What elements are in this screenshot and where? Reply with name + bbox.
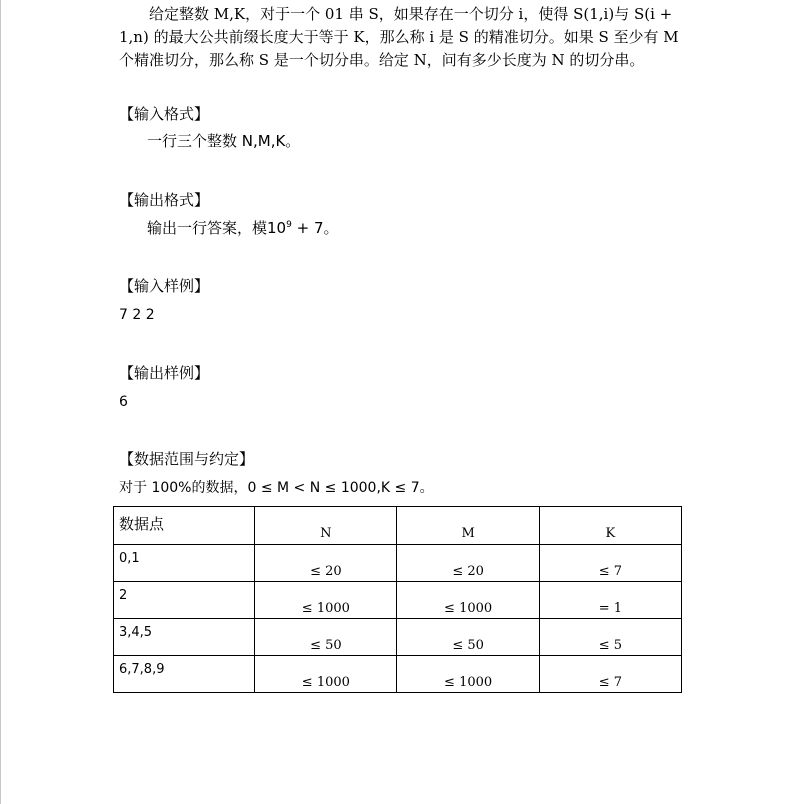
table-cell: 3,4,5 bbox=[119, 625, 153, 640]
table-header-cell: K bbox=[605, 526, 616, 541]
table-header-cell: N bbox=[320, 526, 332, 541]
table-header-cell: M bbox=[461, 526, 475, 541]
table-cell: 0,1 bbox=[119, 551, 140, 566]
output-text-before: 输出一行答案，模 bbox=[147, 219, 268, 237]
page-left-edge bbox=[0, 0, 1, 804]
sample-output-value: 6 bbox=[119, 394, 128, 410]
table-cell: 6,7,8,9 bbox=[119, 662, 165, 677]
output-text-after: + 7。 bbox=[291, 219, 339, 237]
table-cell: ≤ 50 bbox=[310, 638, 342, 653]
table-row bbox=[114, 582, 682, 619]
problem-statement: 给定整数 M,K，对于一个 01 串 S，如果存在一个切分 i，使得 S(1,i)与 S(i + 1,n) 的最大公共前缀长度大于等于 K，那么称 i 是 S 的精准切分。如果 S 至少有 M 个精准切分，那么称 S 是一个切分串。给定 N，问有多少长度为 N 的切分串。 bbox=[119, 5, 679, 69]
table-cell: ≤ 5 bbox=[598, 638, 623, 653]
table-cell: 2 bbox=[119, 588, 128, 603]
table-header-cell: 数据点 bbox=[119, 515, 165, 533]
table-row bbox=[114, 545, 682, 582]
table-cell: ≤ 1000 bbox=[301, 675, 350, 690]
table-cell: ≤ 7 bbox=[598, 564, 623, 579]
table-cell: = 1 bbox=[598, 601, 623, 616]
table-cell: ≤ 7 bbox=[598, 675, 623, 690]
input-format-text: 一行三个整数 N,M,K。 bbox=[147, 132, 301, 150]
modulus-exponent: 9 bbox=[286, 220, 292, 230]
table-cell: ≤ 50 bbox=[452, 638, 484, 653]
constraints-table bbox=[113, 506, 682, 693]
sample-input-heading: 【输入样例】 bbox=[119, 277, 210, 295]
table-cell: ≤ 20 bbox=[310, 564, 342, 579]
constraints-heading: 【数据范围与约定】 bbox=[119, 450, 255, 468]
constraints-text: 对于 100%的数据，0 ≤ M < N ≤ 1000,K ≤ 7。 bbox=[119, 480, 434, 496]
sample-input-value: 7 2 2 bbox=[119, 307, 155, 323]
table-row bbox=[114, 656, 682, 693]
output-format-heading: 【输出格式】 bbox=[119, 191, 210, 209]
table-cell: ≤ 1000 bbox=[301, 601, 350, 616]
table-cell: ≤ 1000 bbox=[444, 675, 493, 690]
table-header-row bbox=[114, 507, 682, 545]
sample-output-heading: 【输出样例】 bbox=[119, 364, 210, 382]
input-format-heading: 【输入格式】 bbox=[119, 105, 210, 123]
table-row bbox=[114, 619, 682, 656]
table-cell: ≤ 1000 bbox=[444, 601, 493, 616]
output-format-text bbox=[147, 218, 339, 238]
table-cell: ≤ 20 bbox=[452, 564, 484, 579]
modulus-base: 10 bbox=[267, 219, 287, 237]
